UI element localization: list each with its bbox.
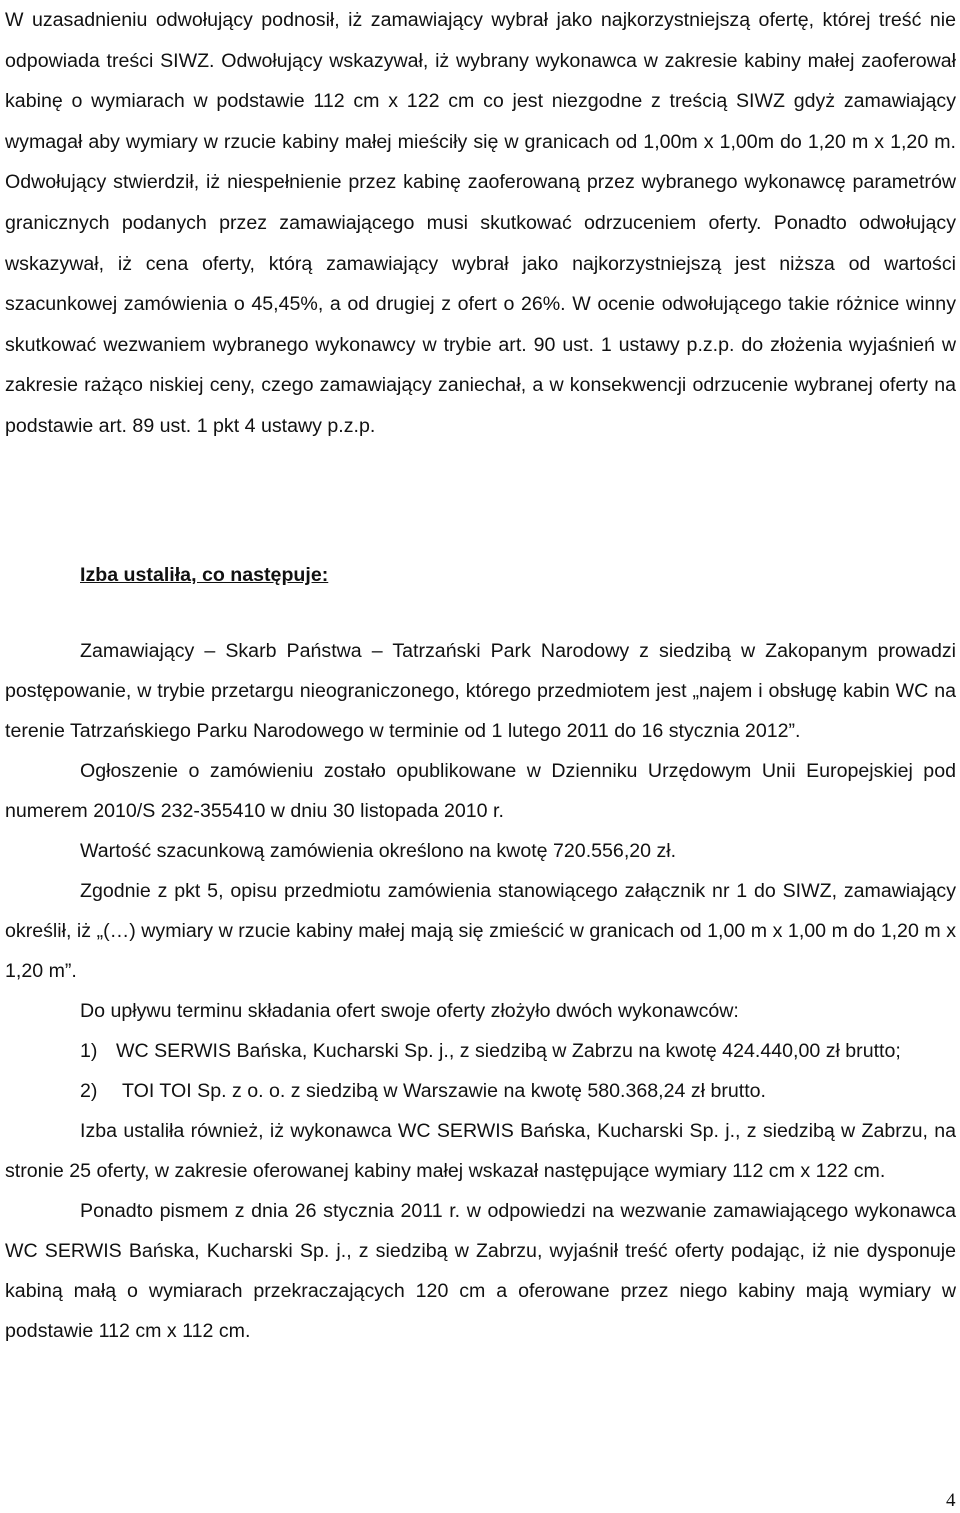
paragraph-pkt5: Zgodnie z pkt 5, opisu przedmiotu zamówienia stanowiącego załącznik nr 1 do SIWZ, zamawiający określił, iż „(…) wymiary w rzucie kabiny małej mają się zmieścić w granicach od 1,00 m x 1,00 m do 1,20 m x 1,20 m”. <box>5 880 956 982</box>
paragraph-strona25: Izba ustaliła również, iż wykonawca WC SERWIS Bańska, Kucharski Sp. j., z siedzibą w Zabrzu, na stronie 25 oferty, w zakresie oferowanej kabiny małej wskazał następujące wymiary 112 cm x 122 cm. <box>5 1120 956 1182</box>
list-text: WC SERWIS Bańska, Kucharski Sp. j., z siedzibą w Zabrzu na kwotę 424.440,00 zł brutto; <box>116 1040 901 1062</box>
document-page <box>5 0 956 1513</box>
list-item <box>5 1031 956 1071</box>
page-number: 4 <box>946 1490 956 1511</box>
paragraph-wartosc: Wartość szacunkową zamówienia określono na kwotę 720.556,20 zł. <box>80 840 677 862</box>
paragraph-oferty-intro: Do upływu terminu składania ofert swoje oferty złożyło dwóch wykonawców: <box>80 1000 739 1022</box>
list-text: TOI TOI Sp. z o. o. z siedzibą w Warszawie na kwotę 580.368,24 zł brutto. <box>122 1080 767 1102</box>
section-heading: Izba ustaliła, co następuje: <box>80 564 329 586</box>
paragraph-wyjasnienia: Ponadto pismem z dnia 26 stycznia 2011 r. w odpowiedzi na wezwanie zamawiającego wykonawca WC SERWIS Bańska, Kucharski Sp. j., z siedzibą w Zabrzu, wyjaśnił treść oferty podając, iż nie dysponuje kabiną małą o wymiarach przekraczających 120 cm a oferowane przez niego kabiny mają wymiary w podstawie 112 cm x 112 cm. <box>5 1200 956 1342</box>
list-number: 2) <box>80 1080 98 1102</box>
findings-block <box>5 631 956 1351</box>
list-item <box>5 1071 956 1111</box>
list-number: 1) <box>80 1040 98 1062</box>
paragraph-ogloszenie: Ogłoszenie o zamówieniu zostało opublikowane w Dzienniku Urzędowym Unii Europejskiej pod numerem 2010/S 232-355410 w dniu 30 listopada 2010 r. <box>5 760 956 822</box>
paragraph-zamawiajacy: Zamawiający – Skarb Państwa – Tatrzański Park Narodowy z siedzibą w Zakopanym prowadzi postępowanie, w trybie przetargu nieograniczonego, którego przedmiotem jest „najem i obsługę kabin WC na terenie Tatrzańskiego Parku Narodowego w terminie od 1 lutego 2011 do 16 stycznia 2012”. <box>5 640 956 742</box>
paragraph-odwolanie: W uzasadnieniu odwołujący podnosił, iż zamawiający wybrał jako najkorzystniejszą ofertę, której treść nie odpowiada treści SIWZ. Odwołujący wskazywał, iż wybrany wykonawca w zakresie kabiny małej zaoferował kabinę o wymiarach w podstawie 112 cm x 122 cm co jest niezgodne z treścią SIWZ gdyż zamawiający wymagał aby wymiary w rzucie kabiny małej mieściły się w granicach od 1,00m x 1,00m do 1,20 m x 1,20 m. Odwołujący stwierdził, iż niespełnienie przez kabinę zaoferowaną przez wybranego wykonawcę parametrów granicznych podanych przez zamawiającego musi skutkować odrzuceniem oferty. Ponadto odwołujący wskazywał, iż cena oferty, którą zamawiający wybrał jako najkorzystniejszą jest niższa od wartości szacunkowej zamówienia o 45,45%, a od drugiej z ofert o 26%. W ocenie odwołującego takie różnice winny skutkować wezwaniem wybranego wykonawcy w trybie art. 90 ust. 1 ustawy p.z.p. do złożenia wyjaśnień w zakresie rażąco niskiej ceny, czego zamawiający zaniechał, a w konsekwencji odrzucenie wybranej oferty na podstawie art. 89 ust. 1 pkt 4 ustawy p.z.p. <box>5 9 956 437</box>
